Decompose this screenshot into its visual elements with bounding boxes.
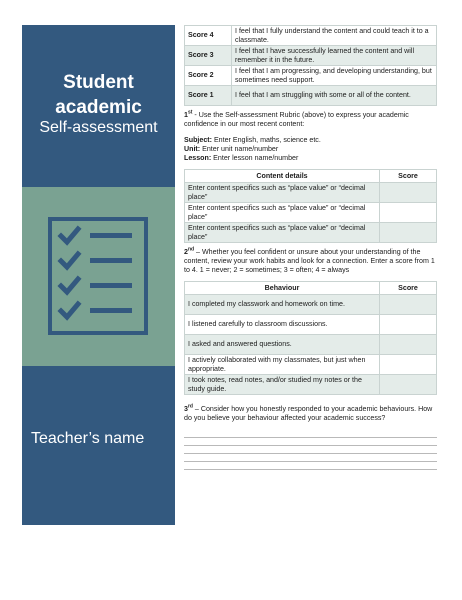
instruction-3 (184, 405, 437, 423)
behaviour-cell: I asked and answered questions. (185, 335, 380, 355)
response-lines[interactable] (184, 430, 437, 470)
table-row (185, 183, 437, 203)
table-row (185, 335, 437, 355)
table-row (185, 223, 437, 243)
step-suffix: st (187, 109, 193, 116)
writing-line[interactable] (184, 438, 437, 446)
step-number: 1 (184, 111, 188, 119)
behaviour-cell: I listened carefully to classroom discussions. (185, 315, 380, 335)
title-line-1: Student (63, 72, 134, 93)
writing-line[interactable] (184, 430, 437, 438)
unit-label: Unit: (184, 145, 201, 153)
subject-value: Enter English, maths, science etc. (211, 136, 321, 144)
writing-line[interactable] (184, 462, 437, 470)
instruction-text: – Consider how you honestly responded to your academic behaviours. How do you believe your behaviour affected your academic success? (184, 405, 433, 422)
table-row (185, 203, 437, 223)
content-details-header: Content details (185, 170, 380, 183)
rubric-level: Score 4 (185, 26, 232, 46)
instruction-text: - Use the Self-assessment Rubric (above) to express your academic confidence in our most recent content: (184, 111, 409, 128)
table-row (185, 355, 437, 375)
checklist-icon (48, 217, 148, 335)
subject-field[interactable] (184, 136, 437, 145)
step-number: 3 (184, 405, 188, 413)
step-number: 2 (184, 248, 188, 256)
page-title (22, 70, 175, 120)
rubric-level: Score 2 (185, 66, 232, 86)
rubric-row (185, 66, 437, 86)
lesson-value: Enter lesson name/number (211, 154, 299, 162)
score-cell[interactable] (380, 315, 437, 335)
content-detail-cell[interactable]: Enter content specifics such as “place value” or “decimal place” (185, 183, 380, 203)
score-cell[interactable] (380, 295, 437, 315)
behaviour-cell: I took notes, read notes, and/or studied my notes or the study guide. (185, 375, 380, 395)
rubric-description: I feel that I am struggling with some or all of the content. (232, 86, 437, 106)
content-detail-cell[interactable]: Enter content specifics such as “place value” or “decimal place” (185, 223, 380, 243)
rubric-table (184, 25, 437, 106)
table-row (185, 375, 437, 395)
subject-label: Subject: (184, 136, 212, 144)
teacher-name-label[interactable]: Teacher’s name (31, 430, 145, 447)
rubric-row (185, 86, 437, 106)
writing-line[interactable] (184, 454, 437, 462)
table-row (185, 295, 437, 315)
score-cell[interactable] (380, 375, 437, 395)
score-cell[interactable] (380, 183, 437, 203)
unit-value: Enter unit name/number (200, 145, 279, 153)
step-suffix: rd (187, 403, 193, 410)
rubric-description: I feel that I have successfully learned the content and will remember it in the future. (232, 46, 437, 66)
title-panel (22, 25, 175, 187)
lesson-field[interactable] (184, 154, 437, 163)
score-cell[interactable] (380, 335, 437, 355)
behaviour-score-header: Score (380, 282, 437, 295)
score-cell[interactable] (380, 223, 437, 243)
step-suffix: nd (187, 246, 195, 253)
lesson-label: Lesson: (184, 154, 212, 162)
content-score-header: Score (380, 170, 437, 183)
behaviour-header: Behaviour (185, 282, 380, 295)
behaviour-cell: I completed my classwork and homework on time. (185, 295, 380, 315)
instruction-text: – Whether you feel confident or unsure about your understanding of the content, review your work habits and look for a connection. Enter a score from 1 to 4. 1 = never; 2 = sometimes; 3 = often; 4 = always (184, 248, 435, 274)
page-subtitle: Self-assessment (39, 119, 158, 136)
teacher-panel (22, 366, 175, 525)
rubric-level: Score 1 (185, 86, 232, 106)
assessment-form (184, 25, 437, 470)
lesson-meta (184, 136, 437, 163)
score-cell[interactable] (380, 203, 437, 223)
rubric-description: I feel that I fully understand the content and could teach it to a classmate. (232, 26, 437, 46)
behaviour-table (184, 281, 437, 395)
instruction-2 (184, 248, 437, 275)
behaviour-cell: I actively collaborated with my classmates, but just when appropriate. (185, 355, 380, 375)
writing-line[interactable] (184, 446, 437, 454)
icon-panel (22, 187, 175, 366)
rubric-row (185, 46, 437, 66)
instruction-1 (184, 111, 437, 129)
rubric-description: I feel that I am progressing, and developing understanding, but sometimes need support. (232, 66, 437, 86)
unit-field[interactable] (184, 145, 437, 154)
content-detail-cell[interactable]: Enter content specifics such as “place value” or “decimal place” (185, 203, 380, 223)
rubric-level: Score 3 (185, 46, 232, 66)
table-row (185, 315, 437, 335)
content-table (184, 169, 437, 243)
title-line-2: academic (55, 97, 142, 118)
score-cell[interactable] (380, 355, 437, 375)
rubric-row (185, 26, 437, 46)
